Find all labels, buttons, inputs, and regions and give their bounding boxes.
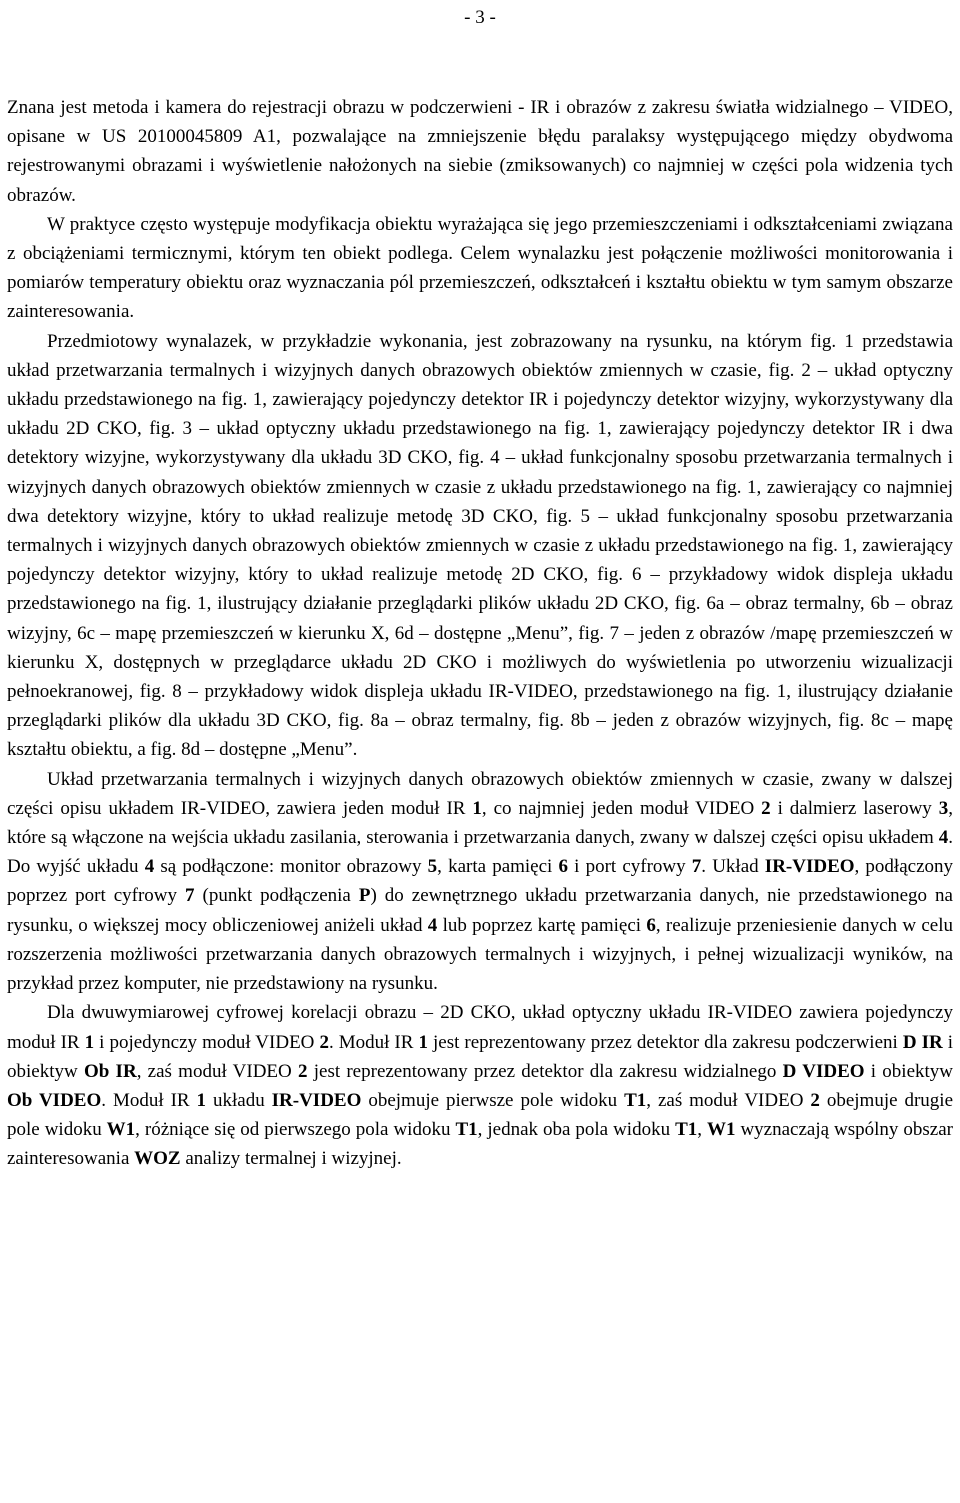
text-run: jest reprezentowany przez detektor dla zakresu widzialnego [307,1060,783,1082]
text-run: . Układ [701,856,765,878]
text-run: i port cyfrowy [567,856,692,878]
text-run: obejmuje pierwsze pole widoku [361,1089,625,1111]
bold-reference: 4 [427,914,438,936]
bold-reference: P [358,885,371,907]
bold-reference: T1 [624,1089,647,1111]
bold-reference: WOZ [134,1148,181,1170]
text-run: lub poprzez kartę pamięci [437,914,647,936]
bold-reference: 5 [427,856,438,878]
bold-reference: 6 [646,914,656,936]
text-run: , różniące się od pierwszego pola widoku [135,1119,456,1141]
text-run: układu [206,1089,272,1111]
text-run: , realizuje przeniesienie danych w celu rozszerzenia możliwości przetwarzania danych obrazowych termalnych i wizyjnych, i pełnej wizualizacji wyników, na przykład przez komputer, nie przedstawiony na rysunku. [7,914,954,995]
bold-reference: Ob VIDEO [7,1089,102,1111]
text-run: , podłączony poprzez port cyfrowy [7,856,954,907]
text-run: , które są włączone na wejścia układu zasilania, sterowania i przetwarzania danych, zwany w dalszej części opisu układem [7,797,953,849]
bold-reference: W1 [106,1119,136,1141]
bold-reference: 3 [938,797,949,819]
bold-reference: 4 [938,827,949,849]
text-run: Dla dwuwymiarowej cyfrowej korelacji obrazu – 2D CKO, układ optyczny układu IR-VIDEO zawiera pojedynczy moduł IR [7,1002,953,1053]
text-run: , jednak oba pola widoku [477,1119,676,1141]
text-run: , zaś moduł VIDEO [136,1060,298,1082]
text-run: obejmuje drugie pole widoku [7,1089,954,1141]
text-run: . Moduł IR [101,1089,197,1111]
document-body [7,93,953,1174]
bold-reference: 2 [761,797,771,819]
text-run: , co najmniej jeden moduł VIDEO [481,797,762,819]
bold-reference: 6 [558,856,568,878]
bold-reference: 7 [185,885,195,907]
text-run: . Do wyjść układu [7,827,953,878]
paragraph [7,93,953,210]
bold-reference: D VIDEO [782,1060,865,1082]
text-run: Przedmiotowy wynalazek, w przykładzie wykonania, jest zobrazowany na rysunku, na którym fig. 1 przedstawia układ przetwarzania termalnych i wizyjnych danych obrazowych obiektów zmiennych w czasie, fig. 2 – układ optyczny układu przedstawionego na fig. 1, zawierający pojedynczy detektor IR i pojedynczy detektor wizyjny, wykorzystywany dla układu 2D CKO, fig. 3 – układ optyczny układu przedstawionego na fig. 1, zawierający pojedynczy detektor IR i dwa detektory wizyjne, wykorzystywany dla układu 3D CKO, fig. 4 – układ funkcjonalny sposobu przetwarzania termalnych i wizyjnych danych obrazowych obiektów zmiennych w czasie z układu przedstawionego na fig. 1, zawierający co najmniej dwa detektory wizyjne, który to układ realizuje metodę 3D CKO, fig. 5 – układ funkcjonalny sposobu przetwarzania termalnych i wizyjnych danych obrazowych obiektów zmiennych w czasie z układu przedstawionego na fig. 1, zawierający pojedynczy detektor wizyjny, który to układ realizuje metodę 2D CKO, fig. 6 – przykładowy widok displeja układu przedstawionego na fig. 1, ilustrujący działanie przeglądarki plików układu 2D CKO, fig. 6a – obraz termalny, 6b – obraz wizyjny, 6c – mapę przemieszczeń w kierunku X, 6d – dostępne „Menu”, fig. 7 – jeden z obrazów /mapę przemieszczeń w kierunku X, dostępnych w przeglądarce układu 2D CKO i możliwych do wyświetlenia po utworzeniu wizualizacji pełnoekranowej, fig. 8 – przykładowy widok displeja układu IR-VIDEO, przedstawionego na fig. 1, ilustrujący działanie przeglądarki plików dla układu 3D CKO, fig. 8a – obraz termalny, fig. 8b – jeden z obrazów wizyjnych, fig. 8c – mapę kształtu obiektu, a fig. 8d – dostępne „Menu”. [7,330,953,761]
paragraph [7,210,953,327]
bold-reference: 1 [84,1031,95,1053]
text-run: . Moduł IR [328,1031,419,1053]
bold-reference: 4 [144,856,155,878]
bold-reference: T1 [675,1119,698,1141]
bold-reference: T1 [455,1119,478,1141]
text-run: i obiektyw [864,1060,954,1082]
bold-reference: 1 [418,1031,428,1053]
bold-reference: 2 [319,1031,329,1053]
bold-reference: IR-VIDEO [271,1089,362,1111]
text-run: Znana jest metoda i kamera do rejestracji obrazu w podczerwieni - IR i obrazów z zakresu światła widzialnego – VIDEO, opisane w US 20100045809 A1, pozwalające na zmniejszenie błędu paralaksy występującego między obydwoma rejestrowanymi obrazami i wyświetlenie nałożonych na siebie (zmiksowanych) co najmniej w części pola widzenia tych obrazów. [7,97,953,206]
bold-reference: D IR [902,1031,943,1053]
bold-reference: W1 [706,1119,736,1141]
text-run: , karta pamięci [437,856,559,878]
paragraph [7,998,953,1173]
text-run: , zaś moduł VIDEO [646,1089,811,1111]
bold-reference: 1 [196,1089,207,1111]
bold-reference: 2 [810,1089,820,1111]
bold-reference: Ob IR [83,1060,137,1082]
text-run: i obiektyw [7,1031,954,1082]
paragraph [7,327,953,765]
text-run: są podłączone: monitor obrazowy [154,856,428,878]
bold-reference: IR-VIDEO [764,856,855,878]
text-run: analizy termalnej i wizyjnej. [180,1148,402,1170]
text-run: W praktyce często występuje modyfikacja obiektu wyrażająca się jego przemieszczeniami i odkształceniami związana z obciążeniami termicznymi, którym ten obiekt podlega. Celem wynalazku jest połączenie możliwości monitorowania i pomiarów temperatury obiektu oraz wyznaczania pól przemieszczeń, odkształceń i kształtu obiektu w tym samym obszarze zainteresowania. [7,213,953,323]
page-number: - 3 - [464,7,496,28]
text-run: wyznaczają wspólny obszar zainteresowania [7,1119,953,1170]
text-run: (punkt podłączenia [194,885,359,907]
bold-reference: 2 [297,1060,308,1082]
text-run: i dalmierz laserowy [770,797,939,819]
bold-reference: 7 [691,856,702,878]
bold-reference: 1 [472,797,482,819]
text-run: ) do zewnętrznego układu przetwarzania danych, nie przedstawionego na rysunku, o większej mocy obliczeniowej aniżeli układ [7,885,953,936]
text-run: jest reprezentowany przez detektor dla zakresu podczerwieni [427,1031,903,1053]
text-run: i pojedynczy moduł VIDEO [94,1031,320,1053]
text-run: Układ przetwarzania termalnych i wizyjnych danych obrazowych obiektów zmiennych w czasie, zwany w dalszej części opisu układem IR-VIDEO, zawiera jeden moduł IR [7,768,953,819]
paragraph [7,765,953,999]
text-run: , [697,1119,707,1141]
